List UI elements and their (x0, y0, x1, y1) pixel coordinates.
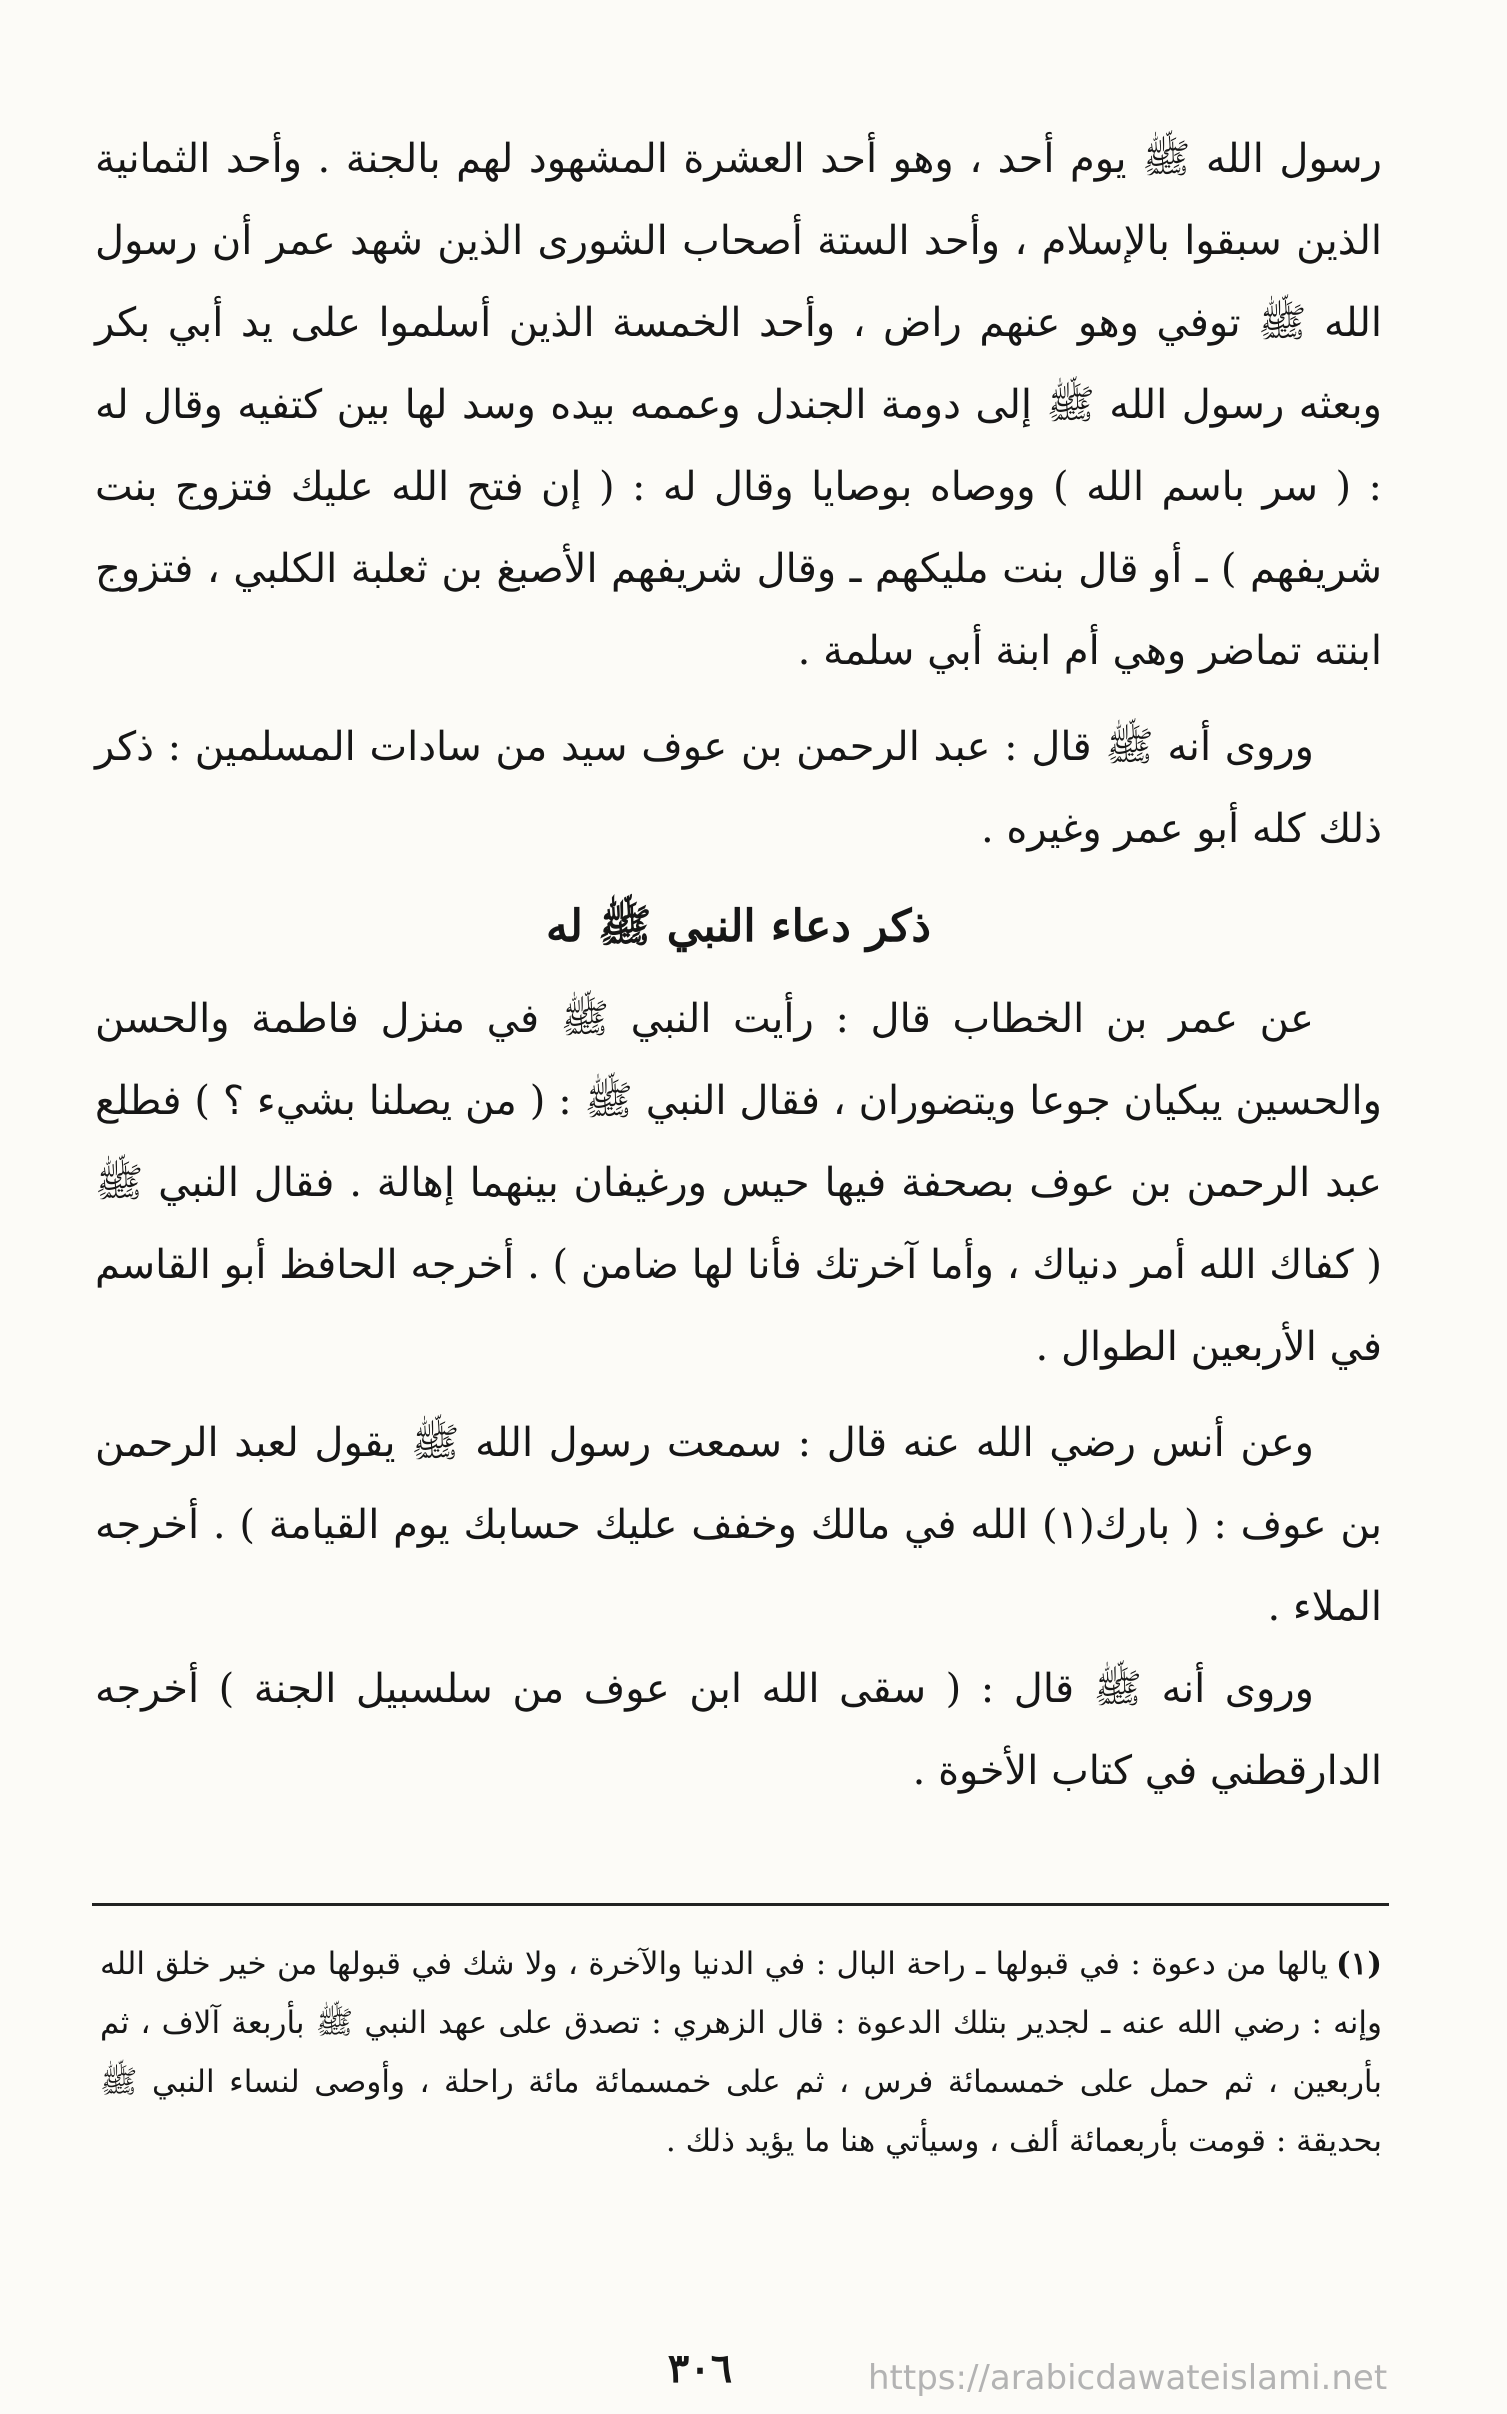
footnotes (100, 1935, 1382, 2171)
footnote-text: يالها من دعوة : في قبولها ـ راحة البال : في الدنيا والآخرة ، ولا شك في قبولها من خير خلق الله وإنه : رضي الله عنه ـ لجدير بتلك الدعوة : قال الزهري : تصدق على عهد النبي ﷺ بأربعة آلاف ، ثم بأربعين ، ثم حمل على خمسمائة فرس ، ثم على خمسمائة مائة راحلة ، وأوصى لنساء النبي ﷺ بحديقة : قومت بأربعمائة ألف ، وسيأتي هنا ما يؤيد ذلك . (100, 1946, 1382, 2159)
main-text (95, 118, 1382, 1812)
footnote (100, 1935, 1382, 2171)
section-heading: ذكر دعاء النبي ﷺ له (545, 901, 932, 952)
paragraph: وعن أنس رضي الله عنه قال : سمعت رسول الله ﷺ يقول لعبد الرحمن بن عوف : ( بارك(١) الله في مالك وخفف عليك حسابك يوم القيامة ) . أخرجه الملاء . (95, 1420, 1382, 1630)
watermark-url: https://arabicdawateislami.net (868, 2358, 1388, 2398)
paragraph: وروى أنه ﷺ قال : عبد الرحمن بن عوف سيد من سادات المسلمين : ذكر ذلك كله أبو عمر وغيره . (95, 724, 1382, 852)
paragraph: رسول الله ﷺ يوم أحد ، وهو أحد العشرة المشهود لهم بالجنة . وأحد الثمانية الذين سبقوا بالإسلام ، وأحد الستة أصحاب الشورى الذين شهد عمر أن رسول الله ﷺ توفي وهو عنهم راض ، وأحد الخمسة الذين أسلموا على يد أبي بكر وبعثه رسول الله ﷺ إلى دومة الجندل وعممه بيده وسد لها بين كتفيه وقال له : ( سر باسم الله ) ووصاه بوصايا وقال له : ( إن فتح الله عليك فتزوج بنت شريفهم ) ـ أو قال بنت مليكهم ـ وقال شريفهم الأصبغ بن ثعلبة الكلبي ، فتزوج ابنته تماضر وهي أم ابنة أبي سلمة . (95, 136, 1383, 674)
paragraph: وروى أنه ﷺ قال : ( سقى الله ابن عوف من سلسبيل الجنة ) أخرجه الدارقطني في كتاب الأخوة . (95, 1666, 1382, 1794)
paragraph: عن عمر بن الخطاب قال : رأيت النبي ﷺ في منزل فاطمة والحسن والحسين يبكيان جوعا ويتضوران ، فقال النبي ﷺ : ( من يصلنا بشيء ؟ ) فطلع عبد الرحمن بن عوف بصحفة فيها حيس ورغيفان بينهما إهالة . فقال النبي ﷺ ( كفاك الله أمر دنياك ، وأما آخرتك فأنا لها ضامن ) . أخرجه الحافظ أبو القاسم في الأربعين الطوال . (95, 996, 1382, 1370)
footnote-divider (92, 1903, 1389, 1906)
footnote-number: (١) (1336, 1946, 1382, 1982)
page-number: ٣٠٦ (667, 2345, 733, 2392)
